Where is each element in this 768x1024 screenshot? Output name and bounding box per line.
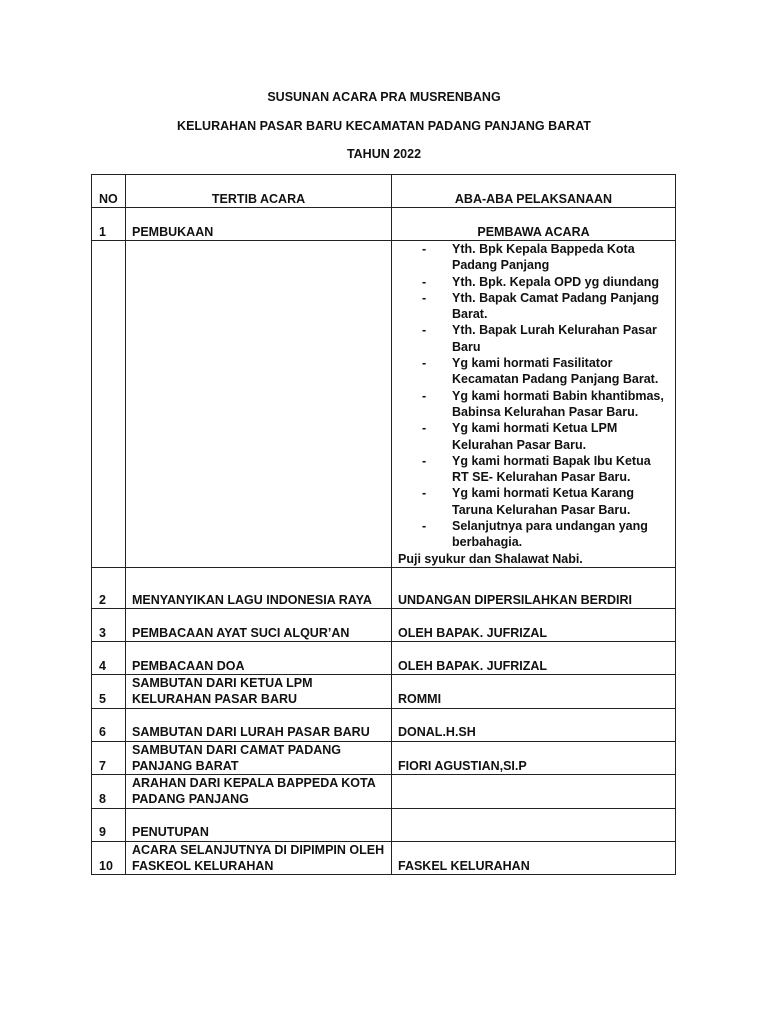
row-activity: SAMBUTAN DARI LURAH PASAR BARU xyxy=(126,708,392,741)
header-activity: TERTIB ACARA xyxy=(126,175,392,208)
row-no: 2 xyxy=(92,568,126,609)
row-no: 3 xyxy=(92,609,126,642)
row-executor: FIORI AGUSTIAN,SI.P xyxy=(392,741,676,775)
greeting-item: - Yg kami hormati Fasilitator Kecamatan Padang Panjang Barat. xyxy=(420,355,669,388)
greeting-item: - Yth. Bapak Camat Padang Panjang Barat. xyxy=(420,290,669,323)
row-activity: PEMBACAAN AYAT SUCI ALQUR’AN xyxy=(126,609,392,642)
row-no: 10 xyxy=(92,841,126,875)
greeting-item: - Yg kami hormati Babin khantibmas, Babinsa Kelurahan Pasar Baru. xyxy=(420,388,669,421)
row-executor: FASKEL KELURAHAN xyxy=(392,841,676,875)
table-row xyxy=(92,708,676,741)
row-activity-empty xyxy=(126,241,392,568)
row-executor: OLEH BAPAK. JUFRIZAL xyxy=(392,609,676,642)
row-executor: DONAL.H.SH xyxy=(392,708,676,741)
row-activity: SAMBUTAN DARI KETUA LPM KELURAHAN PASAR BARU xyxy=(126,675,392,709)
greeting-item: - Yth. Bapak Lurah Kelurahan Pasar Baru xyxy=(420,322,669,355)
greeting-item: - Yth. Bpk Kepala Bappeda Kota Padang Panjang xyxy=(420,241,669,274)
row-activity: PEMBACAAN DOA xyxy=(126,642,392,675)
row-executor: PEMBAWA ACARA xyxy=(392,208,676,241)
row-no: 9 xyxy=(92,808,126,841)
row-activity: ARAHAN DARI KEPALA BAPPEDA KOTA PADANG PANJANG xyxy=(126,775,392,809)
table-header-row xyxy=(92,175,676,208)
document-year: TAHUN 2022 xyxy=(346,147,422,161)
row-no: 7 xyxy=(92,741,126,775)
table-row xyxy=(92,775,676,809)
header-executor: ABA-ABA PELAKSANAAN xyxy=(392,175,676,208)
table-row xyxy=(92,808,676,841)
greetings-cell xyxy=(392,241,676,568)
row-activity: SAMBUTAN DARI CAMAT PADANG PANJANG BARAT xyxy=(126,741,392,775)
table-row xyxy=(92,675,676,709)
row-no: 4 xyxy=(92,642,126,675)
greetings-list xyxy=(398,241,669,551)
greeting-item: - Yg kami hormati Ketua Karang Taruna Kelurahan Pasar Baru. xyxy=(420,485,669,518)
row-executor: UNDANGAN DIPERSILAHKAN BERDIRI xyxy=(392,568,676,609)
row-no: 8 xyxy=(92,775,126,809)
greeting-item: - Yth. Bpk. Kepala OPD yg diundang xyxy=(420,274,669,290)
greeting-item: - Yg kami hormati Ketua LPM Kelurahan Pasar Baru. xyxy=(420,420,669,453)
row-no: 5 xyxy=(92,675,126,709)
row-no-empty xyxy=(92,241,126,568)
document-subtitle: KELURAHAN PASAR BARU KECAMATAN PADANG PANJANG BARAT xyxy=(177,119,591,133)
row-executor xyxy=(392,775,676,809)
greeting-item: - Yg kami hormati Bapak Ibu Ketua RT SE- Kelurahan Pasar Baru. xyxy=(420,453,669,486)
table-row xyxy=(92,642,676,675)
table-row xyxy=(92,208,676,241)
table-row xyxy=(92,841,676,875)
table-row xyxy=(92,568,676,609)
table-row xyxy=(92,609,676,642)
row-activity: MENYANYIKAN LAGU INDONESIA RAYA xyxy=(126,568,392,609)
row-activity: PEMBUKAAN xyxy=(126,208,392,241)
header-no: NO xyxy=(92,175,126,208)
table-row xyxy=(92,741,676,775)
row-activity: ACARA SELANJUTNYA DI DIPIMPIN OLEH FASKEOL KELURAHAN xyxy=(126,841,392,875)
greeting-item: - Selanjutnya para undangan yang berbahagia. xyxy=(420,518,669,551)
closing-line: Puji syukur dan Shalawat Nabi. xyxy=(398,551,583,566)
row-executor: ROMMI xyxy=(392,675,676,709)
row-executor xyxy=(392,808,676,841)
agenda-table xyxy=(91,174,676,875)
row-activity: PENUTUPAN xyxy=(126,808,392,841)
document-title: SUSUNAN ACARA PRA MUSRENBANG xyxy=(267,90,501,104)
row-no: 6 xyxy=(92,708,126,741)
table-row-greetings xyxy=(92,241,676,568)
row-no: 1 xyxy=(92,208,126,241)
row-executor: OLEH BAPAK. JUFRIZAL xyxy=(392,642,676,675)
